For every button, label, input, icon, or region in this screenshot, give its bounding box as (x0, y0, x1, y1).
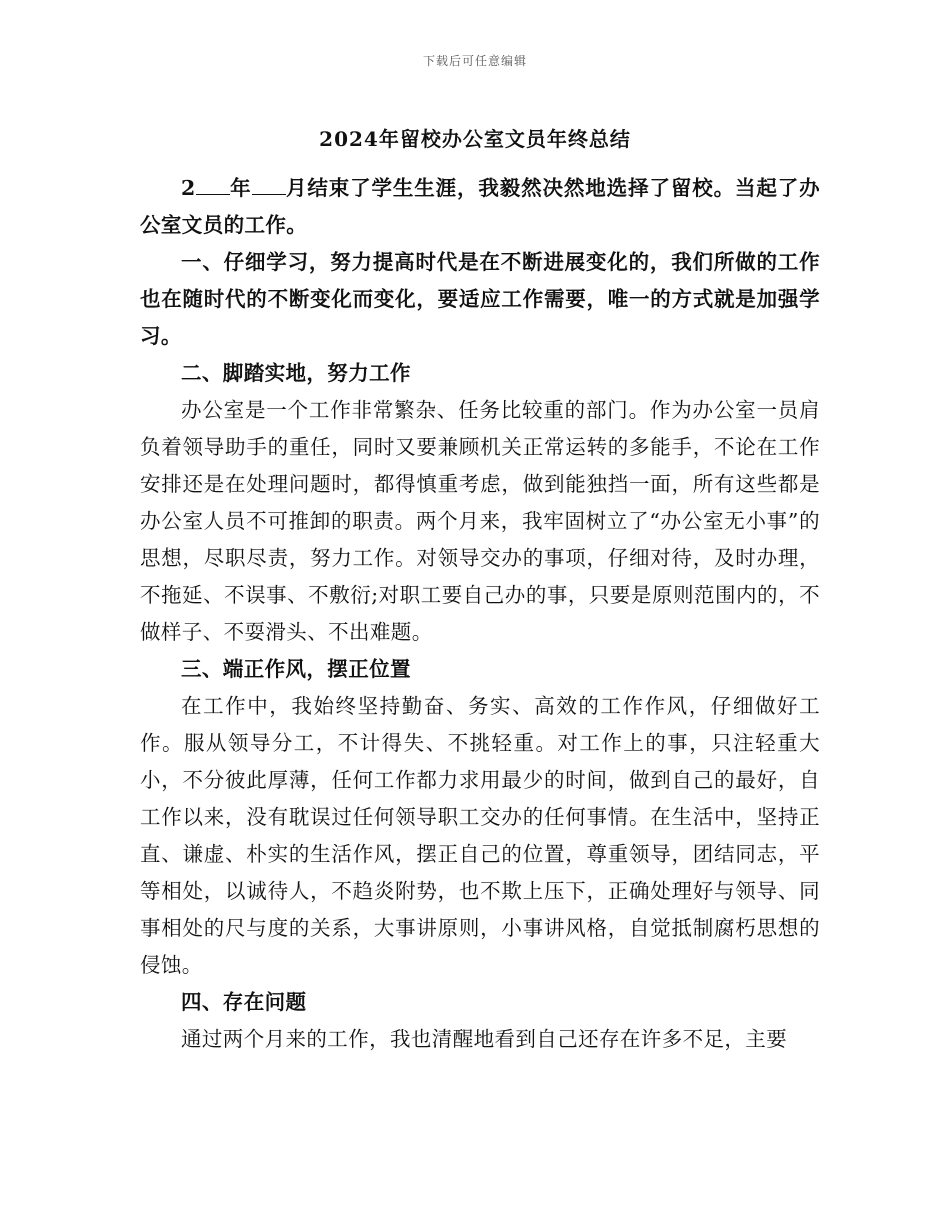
year-blank (196, 176, 230, 195)
section-4-body: 通过两个月来的工作，我也清醒地看到自己还存在许多不足，主要 (181, 1027, 788, 1051)
intro-text: 月结束了学生生涯，我毅然决然地选择了留校。当起了办公室文员的工作。 (140, 176, 820, 237)
month-blank (252, 176, 286, 195)
section-2-heading: 二、脚踏实地，努力工作 (181, 361, 411, 385)
section-1-paragraph: 一、仔细学习，努力提高时代是在不断进展变化的，我们所做的工作也在随时代的不断变化而变化，要适应工作需要，唯一的方式就是加强学习。 (140, 250, 820, 348)
intro-prefix: 2 (181, 176, 196, 200)
section-3-body: 在工作中，我始终坚持勤奋、务实、高效的工作作风，仔细做好工作。服从领导分工，不计得失、不挑轻重。对工作上的事，只注轻重大小，不分彼此厚薄，任何工作都力求用最少的时间，做到自己的最好，自工作以来，没有耽误过任何领导职工交办的任何事情。在生活中，坚持正直、谦虚、朴实的生活作风，摆正自己的位置，尊重领导，团结同志，平等相处，以诚待人，不趋炎附势，也不欺上压下，正确处理好与领导、同事相处的尺与度的关系，大事讲原则，小事讲风格，自觉抵制腐朽思想的侵蚀。 (140, 694, 820, 977)
intro-year-suffix: 年 (229, 176, 252, 200)
document-title: 2024年留校办公室文员年终总结 (319, 127, 631, 151)
intro-paragraph (140, 170, 820, 244)
section-4-heading: 四、存在问题 (181, 990, 307, 1014)
section-2-body: 办公室是一个工作非常繁杂、任务比较重的部门。作为办公室一员肩负着领导助手的重任，同时又要兼顾机关正常运转的多能手，不论在工作安排还是在处理问题时，都得慎重考虑，做到能独挡一面，所有这些都是办公室人员不可推卸的职责。两个月来，我牢固树立了“办公室无小事”的思想，尽职尽责，努力工作。对领导交办的事项，仔细对待，及时办理，不拖延、不误事、不敷衍;对职工要自己办的事，只要是原则范围内的，不做样子、不耍滑头、不出难题。 (140, 398, 820, 644)
document-body (140, 170, 820, 1058)
section-3-heading: 三、端正作风，摆正位置 (181, 657, 411, 681)
header-note: 下载后可任意编辑 (422, 54, 527, 68)
